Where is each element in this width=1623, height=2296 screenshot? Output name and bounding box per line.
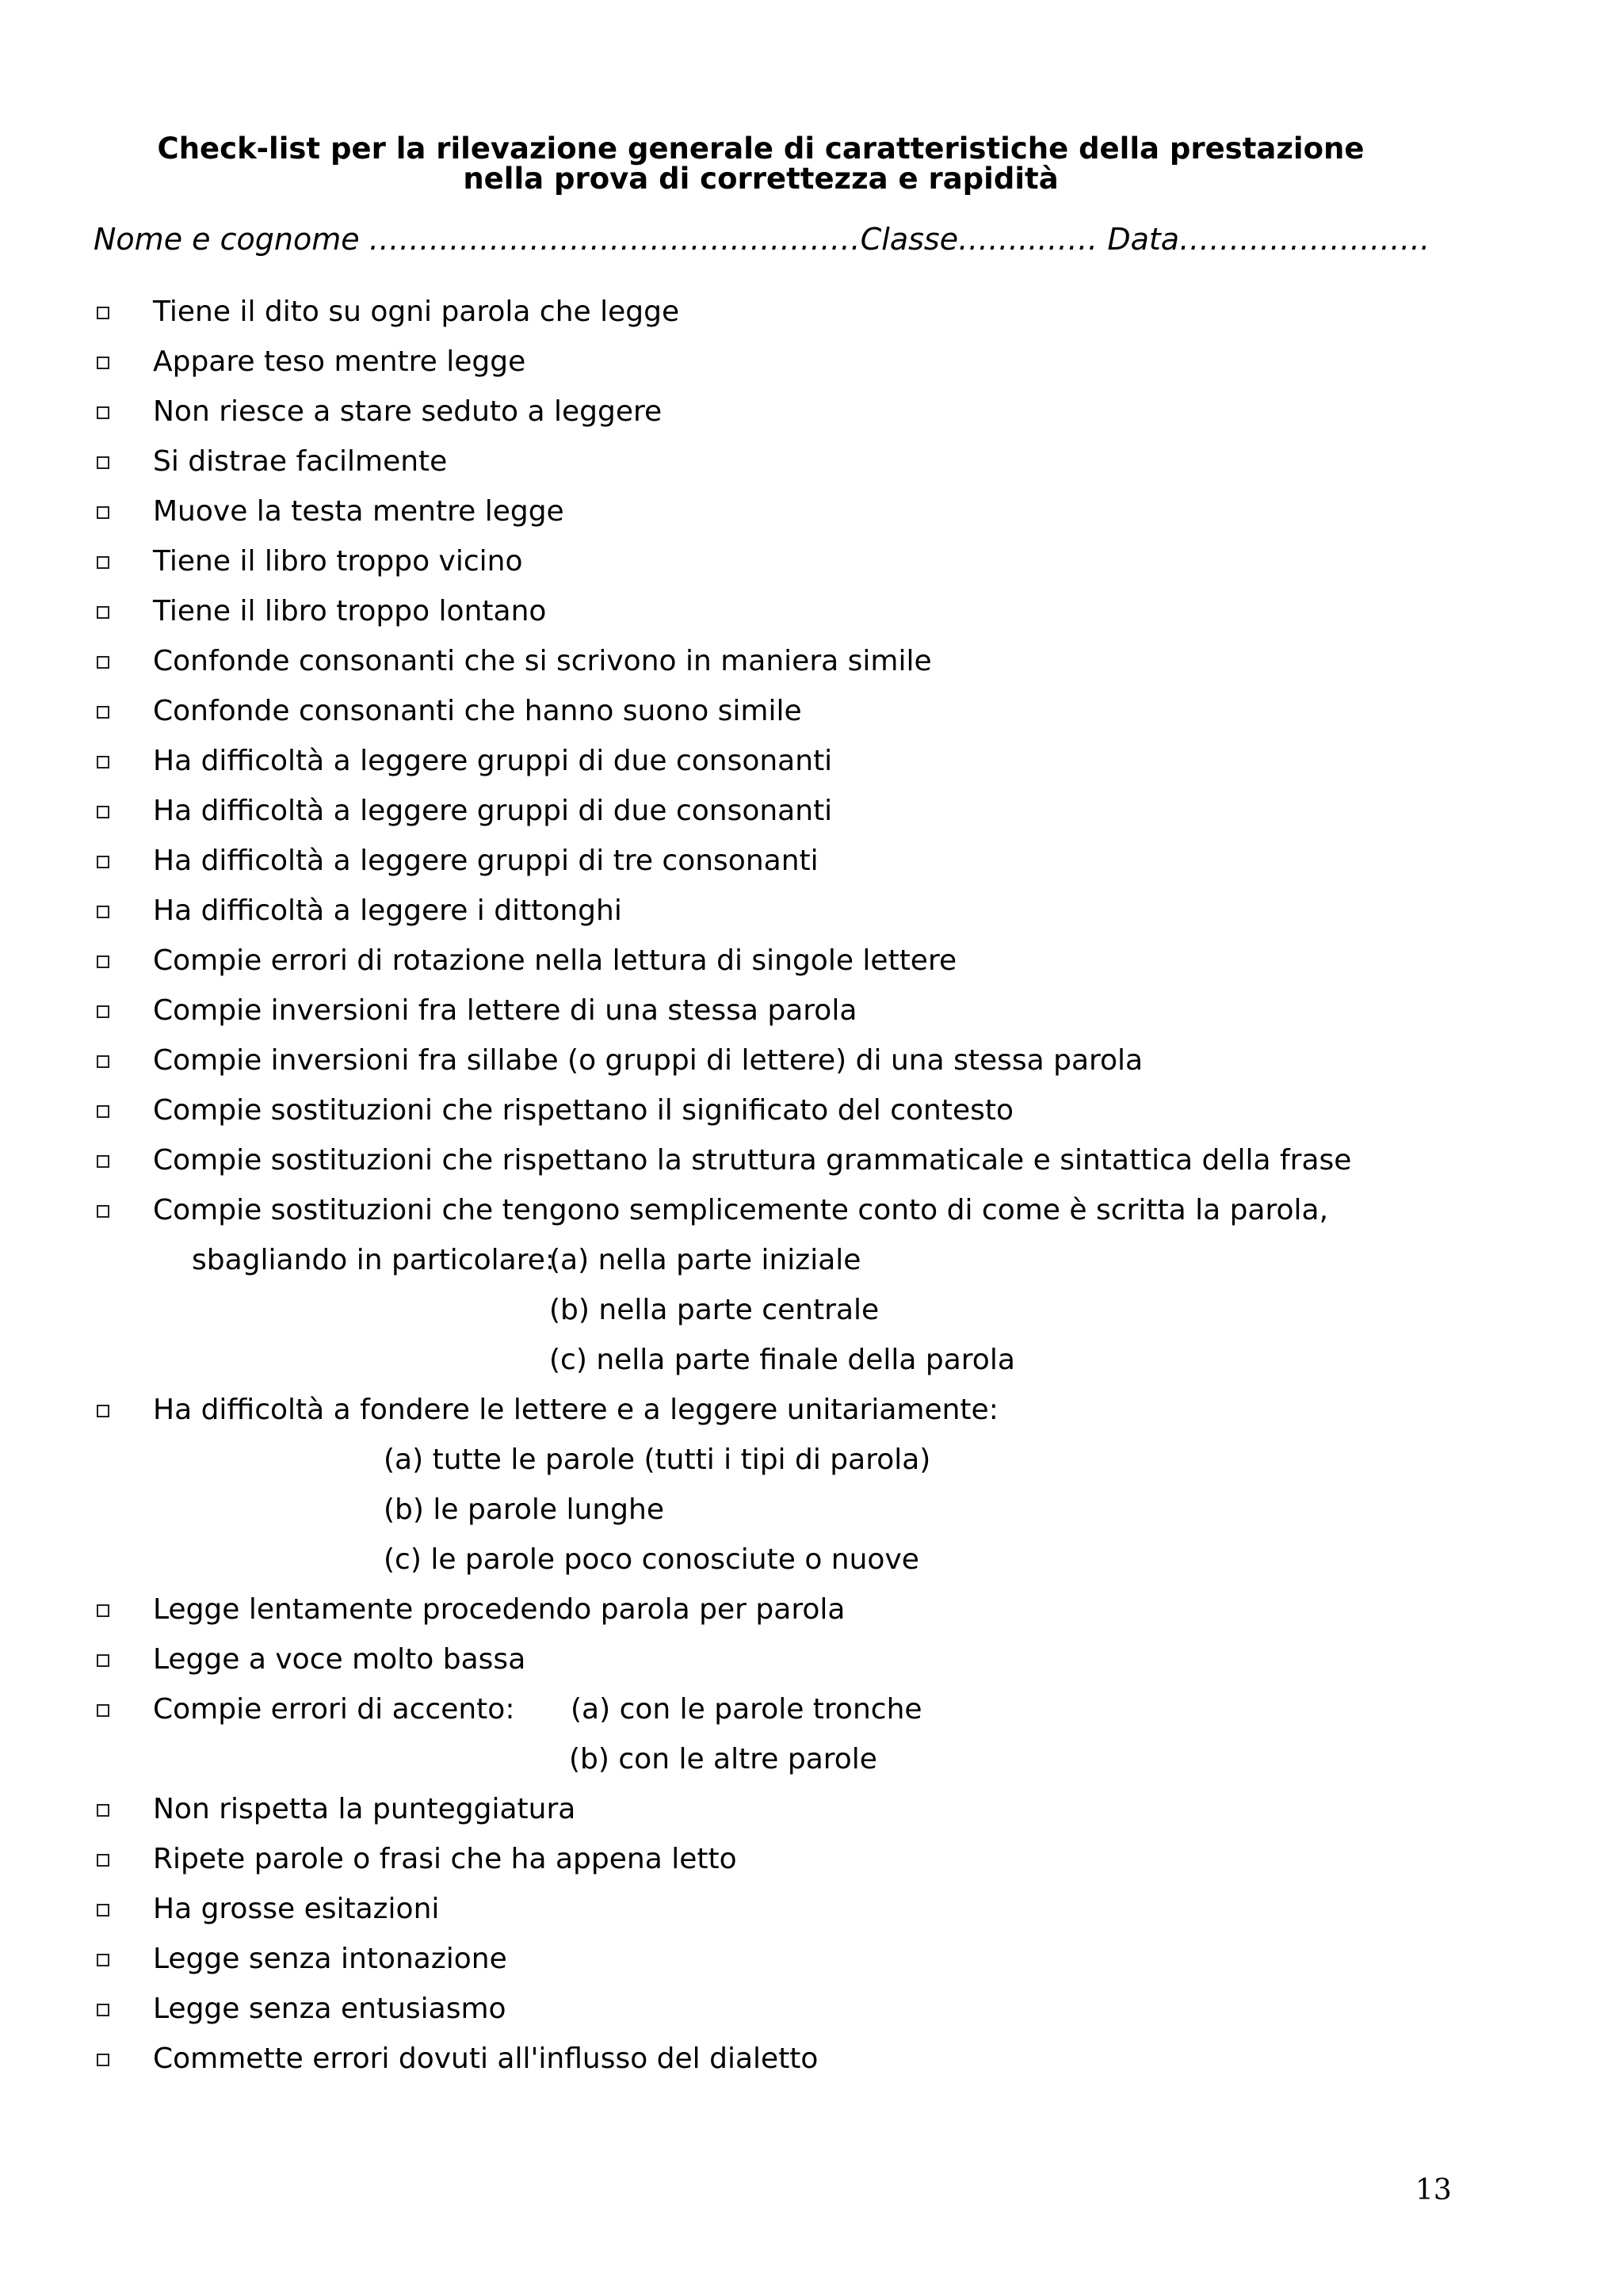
checkbox-icon[interactable] bbox=[97, 307, 109, 319]
item-label: Compie errori di accento: bbox=[153, 1693, 515, 1726]
checkbox-icon[interactable] bbox=[97, 506, 109, 519]
checkbox-icon[interactable] bbox=[97, 2004, 109, 2016]
item-label: Ha difficoltà a leggere gruppi di tre consonanti bbox=[153, 845, 819, 877]
checkbox-icon[interactable] bbox=[97, 1604, 109, 1617]
item-label: Compie sostituzioni che tengono semplicemente conto di come è scritta la parola, bbox=[153, 1194, 1329, 1226]
checkbox-icon[interactable] bbox=[97, 1804, 109, 1817]
name-class-date-line: Nome e cognome ……………………………….…………Classe……..…… Data……………………. bbox=[94, 222, 1430, 257]
checkbox-icon[interactable] bbox=[97, 556, 109, 569]
checkbox-icon[interactable] bbox=[97, 656, 109, 669]
sub-item: (a) con le parole tronche bbox=[571, 1693, 922, 1726]
checkbox-icon[interactable] bbox=[97, 856, 109, 868]
checkbox-icon[interactable] bbox=[97, 2054, 109, 2066]
sub-item: (a) nella parte iniziale bbox=[549, 1244, 861, 1276]
item-label: Muove la testa mentre legge bbox=[153, 495, 564, 528]
item-label: Compie inversioni fra sillabe (o gruppi di lettere) di una stessa parola bbox=[153, 1044, 1144, 1077]
checkbox-icon[interactable] bbox=[97, 1704, 109, 1717]
sub-item: (b) le parole lunghe bbox=[384, 1493, 664, 1526]
item-label: Ha difficoltà a leggere i dittonghi bbox=[153, 894, 622, 927]
item-label: Confonde consonanti che hanno suono simile bbox=[153, 695, 802, 727]
checkbox-icon[interactable] bbox=[97, 1005, 109, 1018]
title-line-1: Check-list per la rilevazione generale di caratteristiche della prestazione bbox=[157, 132, 1365, 166]
checkbox-icon[interactable] bbox=[97, 1405, 109, 1417]
sub-item: (a) tutte le parole (tutti i tipi di parola) bbox=[384, 1444, 931, 1476]
item-label: Non rispetta la punteggiatura bbox=[153, 1793, 576, 1825]
checkbox-icon[interactable] bbox=[97, 955, 109, 968]
item-label: Legge lentamente procedendo parola per parola bbox=[153, 1593, 846, 1626]
item-label: Compie sostituzioni che rispettano la struttura grammaticale e sintattica della frase bbox=[153, 1144, 1352, 1177]
item-label: Compie errori di rotazione nella lettura di singole lettere bbox=[153, 944, 957, 977]
sub-item: (c) nella parte finale della parola bbox=[549, 1344, 1015, 1376]
item-label: Appare teso mentre legge bbox=[153, 345, 526, 378]
item-label: Compie sostituzioni che rispettano il significato del contesto bbox=[153, 1094, 1014, 1127]
checkbox-icon[interactable] bbox=[97, 706, 109, 719]
checkbox-icon[interactable] bbox=[97, 1654, 109, 1667]
item-label: Legge a voce molto bassa bbox=[153, 1643, 526, 1676]
item-label: Ripete parole o frasi che ha appena letto bbox=[153, 1843, 737, 1875]
item-label: Ha difficoltà a fondere le lettere e a leggere unitariamente: bbox=[153, 1394, 999, 1426]
item-label: Commette errori dovuti all'influsso del dialetto bbox=[153, 2042, 819, 2075]
item-label: Compie inversioni fra lettere di una stessa parola bbox=[153, 994, 857, 1027]
checkbox-icon[interactable] bbox=[97, 1854, 109, 1867]
sub-item: (c) le parole poco conosciute o nuove bbox=[384, 1543, 919, 1576]
item-label: Tiene il dito su ogni parola che legge bbox=[153, 296, 680, 328]
checkbox-icon[interactable] bbox=[97, 756, 109, 769]
checkbox-icon[interactable] bbox=[97, 1055, 109, 1068]
title-line-2: nella prova di correttezza e rapidità bbox=[463, 162, 1059, 196]
checkbox-icon[interactable] bbox=[97, 1105, 109, 1118]
item-label: Legge senza entusiasmo bbox=[153, 1993, 506, 2025]
checkbox-icon[interactable] bbox=[97, 357, 109, 369]
checkbox-icon[interactable] bbox=[97, 406, 109, 419]
checkbox-icon[interactable] bbox=[97, 1155, 109, 1168]
checkbox-icon[interactable] bbox=[97, 606, 109, 619]
item-label: Ha difficoltà a leggere gruppi di due consonanti bbox=[153, 745, 833, 777]
item-label: Tiene il libro troppo lontano bbox=[153, 595, 547, 627]
item-label: Ha grosse esitazioni bbox=[153, 1893, 440, 1925]
checkbox-icon[interactable] bbox=[97, 1904, 109, 1917]
item-label: Tiene il libro troppo vicino bbox=[153, 545, 523, 578]
checkbox-icon[interactable] bbox=[97, 1954, 109, 1966]
item-label: Confonde consonanti che si scrivono in maniera simile bbox=[153, 645, 932, 677]
item-label: Ha difficoltà a leggere gruppi di due consonanti bbox=[153, 795, 833, 827]
checkbox-icon[interactable] bbox=[97, 456, 109, 469]
sub-item: (b) con le altre parole bbox=[569, 1743, 877, 1775]
sub-item-intro: sbagliando in particolare: bbox=[192, 1244, 555, 1276]
item-label: Non riesce a stare seduto a leggere bbox=[153, 395, 663, 428]
sub-item: (b) nella parte centrale bbox=[549, 1294, 880, 1326]
checkbox-icon[interactable] bbox=[97, 806, 109, 818]
checkbox-icon[interactable] bbox=[97, 1205, 109, 1218]
item-label: Si distrae facilmente bbox=[153, 445, 448, 478]
item-label: Legge senza intonazione bbox=[153, 1943, 507, 1975]
checkbox-icon[interactable] bbox=[97, 906, 109, 918]
page-number: 13 bbox=[1415, 2174, 1452, 2206]
